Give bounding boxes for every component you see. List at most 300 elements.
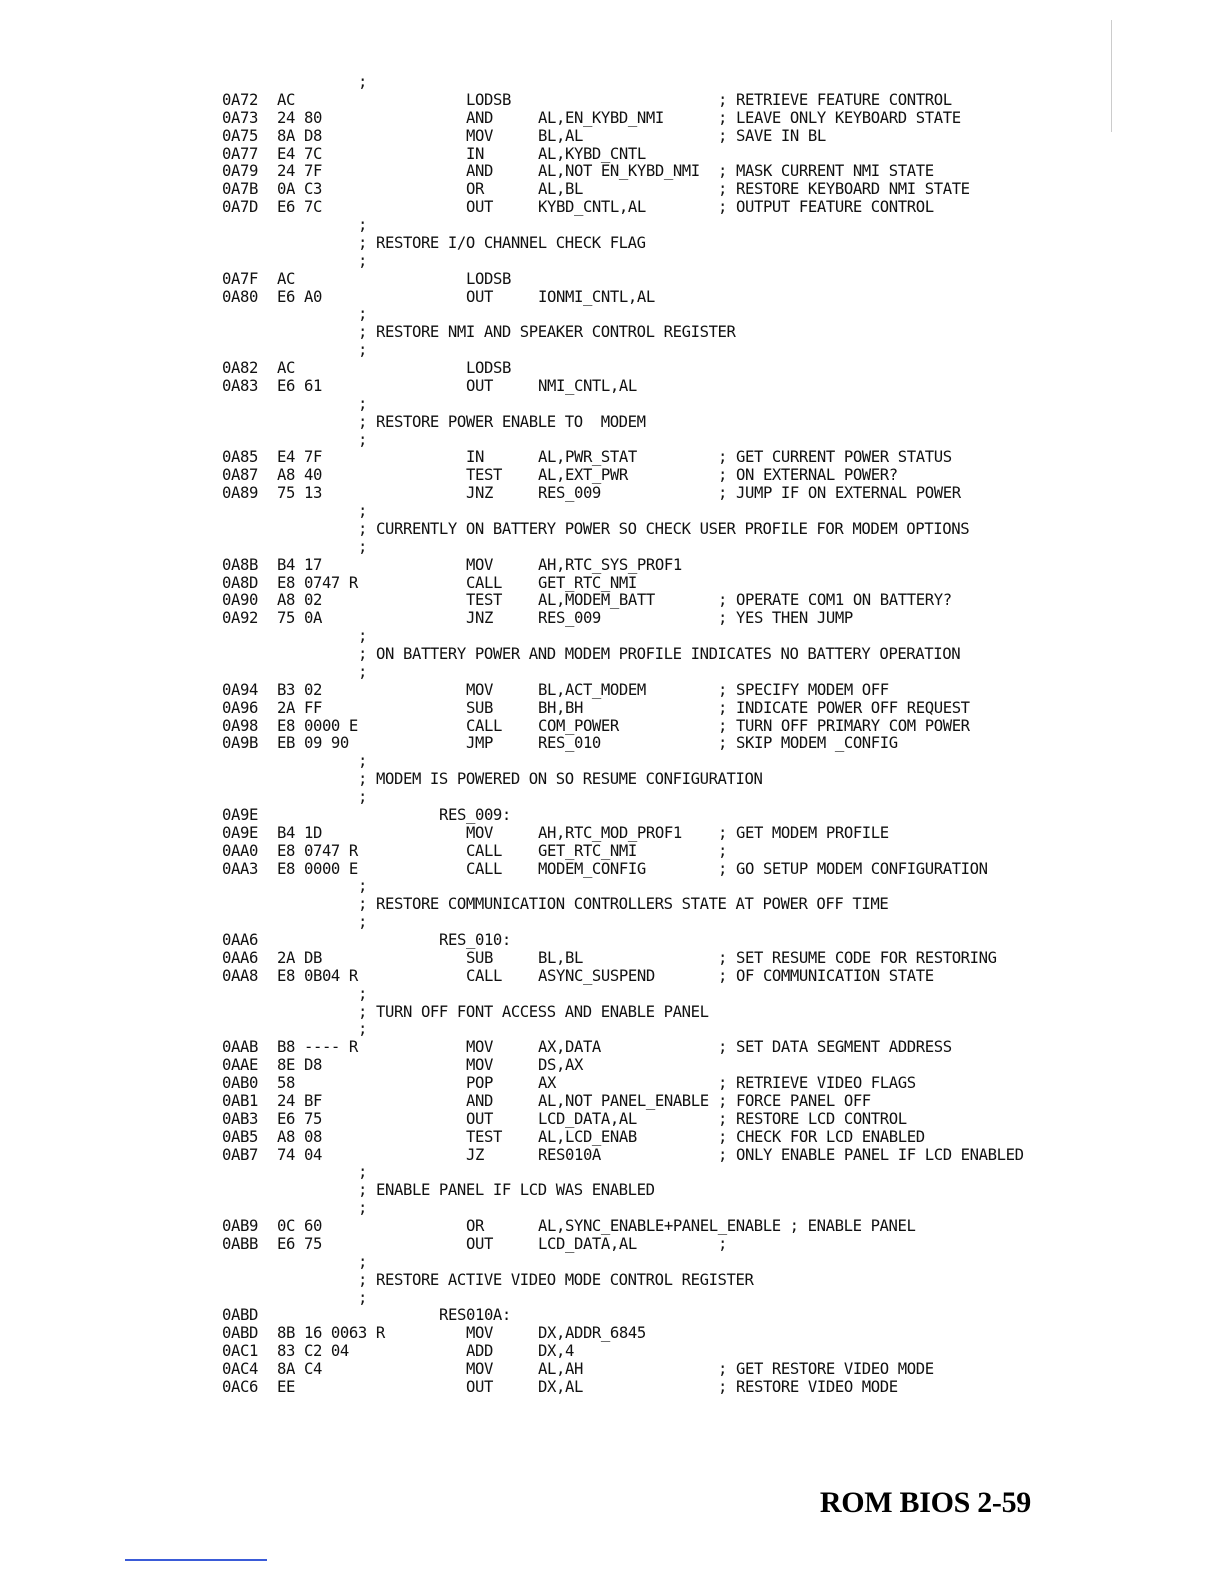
mnemonic: OUT: [466, 1377, 493, 1396]
blank-comment-line: [0, 305, 1224, 323]
address: 0A87: [222, 466, 258, 485]
mnemonic: AND: [466, 162, 493, 181]
mnemonic: SUB: [466, 698, 493, 717]
mnemonic: OUT: [466, 287, 493, 306]
address: 0A96: [222, 698, 258, 717]
operands: MODEM_CONFIG: [538, 859, 646, 878]
mnemonic: JZ: [466, 1145, 484, 1164]
remark: ; OPERATE COM1 ON BATTERY?: [718, 591, 952, 610]
object-code: AC: [277, 269, 295, 288]
code-line: [0, 967, 1224, 985]
code-line: [0, 448, 1224, 466]
code-line: [0, 1342, 1224, 1360]
section-comment: [0, 323, 1224, 341]
address: 0AA0: [222, 841, 258, 860]
blank-comment-line: [0, 627, 1224, 645]
semicolon-marker: ;: [358, 233, 367, 252]
code-line: [0, 145, 1224, 163]
object-code: 74 04: [277, 1145, 322, 1164]
code-line: [0, 484, 1224, 502]
semicolon-marker: ;: [358, 305, 367, 324]
address: 0A92: [222, 609, 258, 628]
semicolon-marker: ;: [358, 1288, 367, 1307]
mnemonic: TEST: [466, 591, 502, 610]
blank-comment-line: [0, 502, 1224, 520]
mnemonic: CALL: [466, 966, 502, 985]
comment-text: RESTORE COMMUNICATION CONTROLLERS STATE AT POWER OFF TIME: [376, 895, 889, 914]
code-line: [0, 1146, 1224, 1164]
mnemonic: OR: [466, 1217, 484, 1235]
blank-comment-line: [0, 877, 1224, 895]
mnemonic: SUB: [466, 948, 493, 967]
operands: BL,BL: [538, 948, 583, 967]
object-code: 2A DB: [277, 948, 322, 967]
semicolon-marker: ;: [358, 73, 367, 91]
code-line: [0, 359, 1224, 377]
mnemonic: AND: [466, 108, 493, 127]
remark: ; ONLY ENABLE PANEL IF LCD ENABLED: [718, 1145, 1024, 1164]
remark: ; JUMP IF ON EXTERNAL POWER: [718, 484, 961, 503]
remark: ; SKIP MODEM _CONFIG: [718, 734, 898, 753]
mnemonic: MOV: [466, 1056, 493, 1075]
object-code: A8 40: [277, 466, 322, 485]
mnemonic: JNZ: [466, 484, 493, 503]
semicolon-marker: ;: [358, 662, 367, 681]
mnemonic: CALL: [466, 841, 502, 860]
code-line: [0, 377, 1224, 395]
object-code: 0A C3: [277, 180, 322, 199]
code-line: [0, 574, 1224, 592]
remark: ; ON EXTERNAL POWER?: [718, 466, 898, 485]
mnemonic: IN: [466, 144, 484, 163]
operands: IONMI_CNTL,AL: [538, 287, 655, 306]
operands: LCD_DATA,AL: [538, 1234, 637, 1253]
semicolon-marker: ;: [358, 1181, 367, 1200]
address: 0A75: [222, 126, 258, 145]
code-line: [0, 609, 1224, 627]
code-line: [0, 270, 1224, 288]
object-code: A8 08: [277, 1127, 322, 1146]
operands: GET_RTC_NMI: [538, 573, 637, 592]
operands: DS,AX: [538, 1056, 583, 1075]
remark: ; MASK CURRENT NMI STATE: [718, 162, 934, 181]
remark: ; RETRIEVE FEATURE CONTROL: [718, 90, 952, 109]
semicolon-marker: ;: [358, 394, 367, 413]
remark: ; OUTPUT FEATURE CONTROL: [718, 198, 934, 217]
address: 0AB9: [222, 1217, 258, 1235]
mnemonic: MOV: [466, 1360, 493, 1378]
semicolon-marker: ;: [358, 430, 367, 449]
operands: COM_POWER: [538, 716, 619, 735]
address: 0ABB: [222, 1234, 258, 1253]
object-code: B3 02: [277, 680, 322, 699]
code-line: [0, 109, 1224, 127]
mnemonic: OR: [466, 180, 484, 199]
code-line: [0, 1128, 1224, 1146]
address: 0A89: [222, 484, 258, 503]
mnemonic: MOV: [466, 680, 493, 699]
bottom-rule: [125, 1559, 267, 1561]
semicolon-marker: ;: [358, 1163, 367, 1182]
remark: ; OF COMMUNICATION STATE: [718, 966, 934, 985]
operands: DX,AL: [538, 1377, 583, 1396]
section-comment: [0, 645, 1224, 663]
remark: ; INDICATE POWER OFF REQUEST: [718, 698, 970, 717]
object-code: 83 C2 04: [277, 1342, 349, 1361]
address: 0AB5: [222, 1127, 258, 1146]
blank-comment-line: [0, 1199, 1224, 1217]
mnemonic: OUT: [466, 1109, 493, 1128]
mnemonic: TEST: [466, 466, 502, 485]
mnemonic: OUT: [466, 376, 493, 395]
label-line: [0, 931, 1224, 949]
mnemonic: TEST: [466, 1127, 502, 1146]
code-line: [0, 1360, 1224, 1378]
label-line: [0, 1306, 1224, 1324]
address: 0AAE: [222, 1056, 258, 1075]
code-line: [0, 1235, 1224, 1253]
code-line: [0, 860, 1224, 878]
object-code: EB 09 90: [277, 734, 349, 753]
mnemonic: JNZ: [466, 609, 493, 628]
operands: AL,PWR_STAT: [538, 448, 637, 467]
comment-text: CURRENTLY ON BATTERY POWER SO CHECK USER PROFILE FOR MODEM OPTIONS: [376, 519, 970, 538]
remark: ;: [718, 1234, 727, 1253]
address: 0A90: [222, 591, 258, 610]
semicolon-marker: ;: [358, 752, 367, 771]
code-line: [0, 556, 1224, 574]
blank-comment-line: [0, 985, 1224, 1003]
operands: DX,ADDR_6845: [538, 1324, 646, 1343]
comment-text: RESTORE NMI AND SPEAKER CONTROL REGISTER: [376, 323, 736, 342]
semicolon-marker: ;: [358, 1270, 367, 1289]
address: 0A77: [222, 144, 258, 163]
code-line: [0, 1110, 1224, 1128]
object-code: E8 0747 R: [277, 841, 358, 860]
semicolon-marker: ;: [358, 877, 367, 896]
mnemonic: AND: [466, 1091, 493, 1110]
semicolon-marker: ;: [358, 502, 367, 520]
code-line: [0, 1074, 1224, 1092]
remark: ;: [718, 841, 727, 860]
address: 0A83: [222, 376, 258, 395]
object-code: E4 7F: [277, 448, 322, 467]
semicolon-marker: ;: [358, 1252, 367, 1271]
blank-comment-line: [0, 913, 1224, 931]
address: 0AC1: [222, 1342, 258, 1361]
mnemonic: MOV: [466, 1324, 493, 1343]
comment-text: RESTORE ACTIVE VIDEO MODE CONTROL REGISTER: [376, 1270, 754, 1289]
address: 0A98: [222, 716, 258, 735]
operands: RES_009: [538, 609, 601, 628]
blank-comment-line: [0, 216, 1224, 234]
object-code: 0C 60: [277, 1217, 322, 1235]
semicolon-marker: ;: [358, 895, 367, 914]
code-line: [0, 198, 1224, 216]
code-line: [0, 91, 1224, 109]
blank-comment-line: [0, 538, 1224, 556]
code-line: [0, 1217, 1224, 1235]
remark: ; LEAVE ONLY KEYBOARD STATE: [718, 108, 961, 127]
object-code: 8B 16 0063 R: [277, 1324, 385, 1343]
remark: ; CHECK FOR LCD ENABLED: [718, 1127, 925, 1146]
mnemonic: POP: [466, 1074, 493, 1092]
object-code: 2A FF: [277, 698, 322, 717]
remark: ; FORCE PANEL OFF: [718, 1091, 871, 1110]
semicolon-marker: ;: [358, 984, 367, 1003]
code-label: RES_010:: [439, 931, 511, 949]
address: 0ABD: [222, 1324, 258, 1343]
object-code: 58: [277, 1074, 295, 1092]
operands: AL,KYBD_CNTL: [538, 144, 646, 163]
code-line: [0, 824, 1224, 842]
object-code: 75 0A: [277, 609, 322, 628]
section-comment: [0, 770, 1224, 788]
address: 0A73: [222, 108, 258, 127]
remark: ; GET CURRENT POWER STATUS: [718, 448, 952, 467]
object-code: AC: [277, 90, 295, 109]
address: 0ABD: [222, 1306, 258, 1325]
blank-comment-line: [0, 73, 1224, 91]
mnemonic: LODSB: [466, 359, 511, 377]
operands: NMI_CNTL,AL: [538, 376, 637, 395]
object-code: AC: [277, 359, 295, 377]
mnemonic: LODSB: [466, 90, 511, 109]
address: 0A80: [222, 287, 258, 306]
comment-text: ENABLE PANEL IF LCD WAS ENABLED: [376, 1181, 655, 1200]
remark: ; RESTORE KEYBOARD NMI STATE: [718, 180, 970, 199]
object-code: E8 0B04 R: [277, 966, 358, 985]
blank-comment-line: [0, 1253, 1224, 1271]
object-code: 24 BF: [277, 1091, 322, 1110]
address: 0A7B: [222, 180, 258, 199]
address: 0AB3: [222, 1109, 258, 1128]
page-footer: ROM BIOS 2-59: [819, 1486, 1031, 1519]
address: 0A9B: [222, 734, 258, 753]
address: 0A82: [222, 359, 258, 377]
blank-comment-line: [0, 431, 1224, 449]
section-comment: [0, 234, 1224, 252]
object-code: E6 7C: [277, 198, 322, 217]
operands: BH,BH: [538, 698, 583, 717]
remark: ; TURN OFF PRIMARY COM POWER: [718, 716, 970, 735]
semicolon-marker: ;: [358, 323, 367, 342]
semicolon-marker: ;: [358, 537, 367, 556]
mnemonic: CALL: [466, 716, 502, 735]
operands: KYBD_CNTL,AL: [538, 198, 646, 217]
object-code: 24 7F: [277, 162, 322, 181]
code-line: [0, 681, 1224, 699]
object-code: 8A D8: [277, 126, 322, 145]
semicolon-marker: ;: [358, 1199, 367, 1218]
remark: ; SAVE IN BL: [718, 126, 826, 145]
blank-comment-line: [0, 663, 1224, 681]
section-comment: [0, 413, 1224, 431]
code-line: [0, 949, 1224, 967]
blank-comment-line: [0, 1163, 1224, 1181]
semicolon-marker: ;: [358, 1020, 367, 1039]
address: 0AA6: [222, 931, 258, 949]
mnemonic: IN: [466, 448, 484, 467]
object-code: E6 75: [277, 1109, 322, 1128]
object-code: E6 A0: [277, 287, 322, 306]
label-line: [0, 806, 1224, 824]
object-code: E8 0000 E: [277, 859, 358, 878]
comment-text: TURN OFF FONT ACCESS AND ENABLE PANEL: [376, 1002, 709, 1021]
remark: ; SPECIFY MODEM OFF: [718, 680, 889, 699]
remark: ; RESTORE VIDEO MODE: [718, 1377, 898, 1396]
comment-text: MODEM IS POWERED ON SO RESUME CONFIGURATION: [376, 770, 763, 789]
code-line: [0, 1378, 1224, 1396]
section-comment: [0, 1271, 1224, 1289]
remark: ; RETRIEVE VIDEO FLAGS: [718, 1074, 916, 1092]
object-code: B8 ---- R: [277, 1038, 358, 1057]
address: 0A7F: [222, 269, 258, 288]
mnemonic: ADD: [466, 1342, 493, 1361]
remark: ; SET DATA SEGMENT ADDRESS: [718, 1038, 952, 1057]
comment-text: ON BATTERY POWER AND MODEM PROFILE INDICATES NO BATTERY OPERATION: [376, 645, 961, 663]
object-code: B4 17: [277, 555, 322, 574]
remark: ; SET RESUME CODE FOR RESTORING: [718, 948, 997, 967]
address: 0AC6: [222, 1377, 258, 1396]
operands: AH,RTC_SYS_PROF1: [538, 555, 682, 574]
operands: AL,EN_KYBD_NMI: [538, 108, 664, 127]
operands: AX: [538, 1074, 556, 1092]
address: 0AC4: [222, 1360, 258, 1378]
mnemonic: MOV: [466, 126, 493, 145]
operands: BL,ACT_MODEM: [538, 680, 646, 699]
address: 0AA8: [222, 966, 258, 985]
section-comment: [0, 520, 1224, 538]
address: 0AAB: [222, 1038, 258, 1057]
semicolon-marker: ;: [358, 913, 367, 932]
address: 0A79: [222, 162, 258, 181]
operands: AL,MODEM_BATT: [538, 591, 655, 610]
address: 0A7D: [222, 198, 258, 217]
address: 0AA3: [222, 859, 258, 878]
operands: AL,NOT EN_KYBD_NMI: [538, 162, 700, 181]
object-code: 24 80: [277, 108, 322, 127]
code-line: [0, 1038, 1224, 1056]
semicolon-marker: ;: [358, 645, 367, 663]
mnemonic: MOV: [466, 823, 493, 842]
address: 0A85: [222, 448, 258, 467]
object-code: E4 7C: [277, 144, 322, 163]
object-code: 8A C4: [277, 1360, 322, 1378]
semicolon-marker: ;: [358, 251, 367, 270]
semicolon-marker: ;: [358, 788, 367, 806]
code-line: [0, 717, 1224, 735]
operands: AX,DATA: [538, 1038, 601, 1057]
mnemonic: CALL: [466, 573, 502, 592]
blank-comment-line: [0, 1020, 1224, 1038]
object-code: E6 75: [277, 1234, 322, 1253]
code-label: RES010A:: [439, 1306, 511, 1325]
section-comment: [0, 1181, 1224, 1199]
code-line: [0, 1056, 1224, 1074]
code-line: [0, 127, 1224, 145]
mnemonic: OUT: [466, 198, 493, 217]
object-code: E8 0747 R: [277, 573, 358, 592]
code-line: [0, 1092, 1224, 1110]
object-code: E6 61: [277, 376, 322, 395]
object-code: 8E D8: [277, 1056, 322, 1075]
blank-comment-line: [0, 1289, 1224, 1307]
operands: AH,RTC_MOD_PROF1: [538, 823, 682, 842]
address: 0A8D: [222, 573, 258, 592]
semicolon-marker: ;: [358, 519, 367, 538]
code-line: [0, 180, 1224, 198]
operands: ASYNC_SUSPEND: [538, 966, 655, 985]
blank-comment-line: [0, 252, 1224, 270]
address: 0AB0: [222, 1074, 258, 1092]
blank-comment-line: [0, 788, 1224, 806]
mnemonic: CALL: [466, 859, 502, 878]
operands: RES_010: [538, 734, 601, 753]
operands: AL,BL: [538, 180, 583, 199]
address: 0A72: [222, 90, 258, 109]
blank-comment-line: [0, 395, 1224, 413]
address: 0A94: [222, 680, 258, 699]
mnemonic: JMP: [466, 734, 493, 753]
semicolon-marker: ;: [358, 216, 367, 234]
operands: RES010A: [538, 1145, 601, 1164]
remark: ; GET RESTORE VIDEO MODE: [718, 1360, 934, 1378]
object-code: A8 02: [277, 591, 322, 610]
comment-text: RESTORE I/O CHANNEL CHECK FLAG: [376, 233, 646, 252]
code-line: [0, 466, 1224, 484]
address: 0AA6: [222, 948, 258, 967]
remark: ; GO SETUP MODEM CONFIGURATION: [718, 859, 988, 878]
operands: AL,LCD_ENAB: [538, 1127, 637, 1146]
section-comment: [0, 895, 1224, 913]
code-line: [0, 162, 1224, 180]
semicolon-marker: ;: [358, 412, 367, 431]
object-code: B4 1D: [277, 823, 322, 842]
blank-comment-line: [0, 752, 1224, 770]
semicolon-marker: ;: [358, 1002, 367, 1021]
code-line: [0, 699, 1224, 717]
operands: GET_RTC_NMI: [538, 841, 637, 860]
address: 0A8B: [222, 555, 258, 574]
remark: ; YES THEN JUMP: [718, 609, 853, 628]
mnemonic: MOV: [466, 555, 493, 574]
object-code: E8 0000 E: [277, 716, 358, 735]
object-code: 75 13: [277, 484, 322, 503]
address: 0A9E: [222, 823, 258, 842]
operands: AL,SYNC_ENABLE+PANEL_ENABLE ; ENABLE PANEL: [538, 1217, 916, 1235]
comment-text: RESTORE POWER ENABLE TO MODEM: [376, 412, 646, 431]
operands: LCD_DATA,AL: [538, 1109, 637, 1128]
remark: ; RESTORE LCD CONTROL: [718, 1109, 907, 1128]
address: 0AB1: [222, 1091, 258, 1110]
operands: AL,EXT_PWR: [538, 466, 628, 485]
mnemonic: MOV: [466, 1038, 493, 1057]
address: 0AB7: [222, 1145, 258, 1164]
semicolon-marker: ;: [358, 627, 367, 646]
operands: DX,4: [538, 1342, 574, 1361]
blank-comment-line: [0, 341, 1224, 359]
code-line: [0, 1324, 1224, 1342]
operands: RES_009: [538, 484, 601, 503]
operands: AL,AH: [538, 1360, 583, 1378]
mnemonic: LODSB: [466, 269, 511, 288]
operands: BL,AL: [538, 126, 583, 145]
semicolon-marker: ;: [358, 770, 367, 789]
operands: AL,NOT PANEL_ENABLE: [538, 1091, 709, 1110]
section-comment: [0, 1003, 1224, 1021]
code-line: [0, 288, 1224, 306]
